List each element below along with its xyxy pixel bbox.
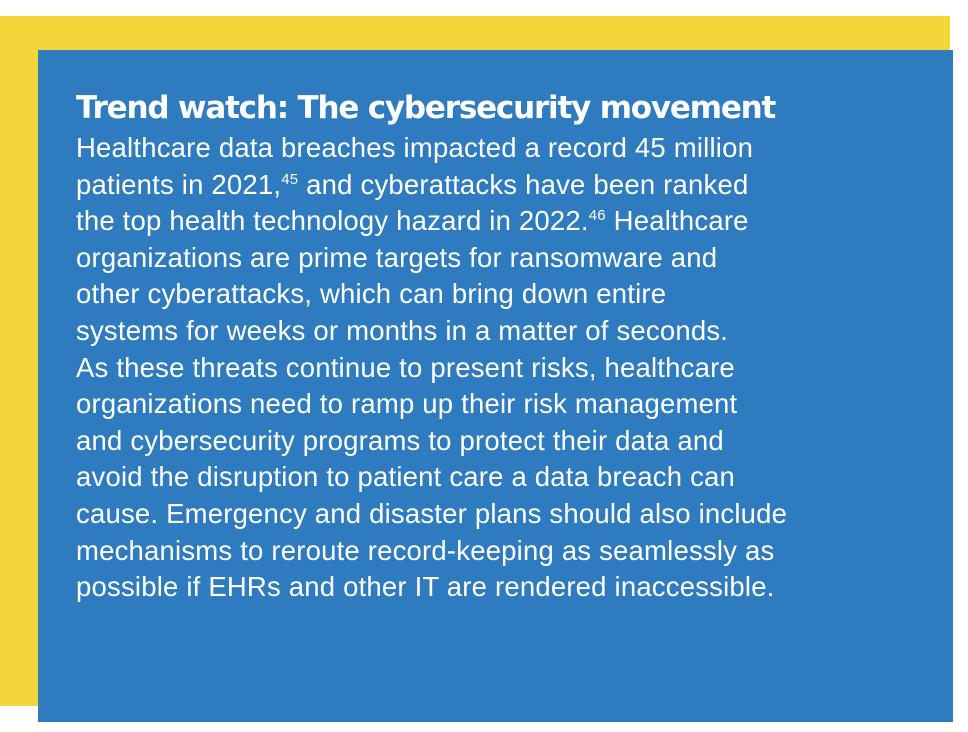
body-line: possible if EHRs and other IT are rendered inaccessible.: [76, 571, 775, 603]
footnote-ref-46: 46: [588, 207, 606, 225]
body-line: and cybersecurity programs to protect their data and: [76, 424, 724, 456]
callout-body: [76, 130, 923, 606]
body-line: systems for weeks or months in a matter of seconds.: [76, 314, 729, 346]
body-line: other cyberattacks, which can bring down entire: [76, 278, 667, 310]
body-line: patients in 2021,45 and cyberattacks have been ranked: [76, 168, 749, 200]
footnote-ref-45: 45: [281, 170, 299, 188]
body-line: organizations need to ramp up their risk management: [76, 388, 738, 420]
body-line: avoid the disruption to patient care a data breach can: [76, 461, 736, 493]
callout-title: Trend watch: The cybersecurity movement: [76, 90, 776, 126]
trend-watch-callout: [38, 50, 953, 722]
body-line: the top health technology hazard in 2022.46 Healthcare: [76, 205, 749, 237]
body-line: organizations are prime targets for ransomware and: [76, 241, 718, 273]
body-line: Healthcare data breaches impacted a record 45 million: [76, 132, 754, 163]
body-line: mechanisms to reroute record-keeping as seamlessly as: [76, 534, 775, 566]
body-line: cause. Emergency and disaster plans should also include: [76, 497, 788, 529]
body-line: As these threats continue to present risks, healthcare: [76, 351, 735, 383]
